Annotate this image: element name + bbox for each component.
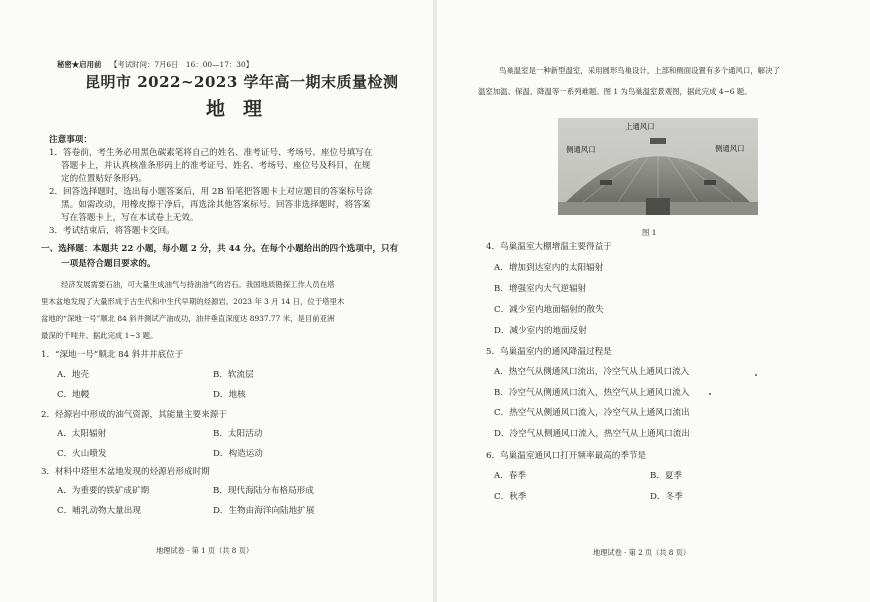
q2-option-d: D．构造运动 [213, 449, 263, 459]
subject-title: 地理 [206, 98, 281, 120]
intro-line: 温室加温、保温、降温等一系列难题。图 1 为鸟巢温室景观图，据此完成 4~6 题。 [478, 87, 752, 96]
section-heading-cont: 一项是符合题目要求的。 [61, 259, 156, 269]
notice-line: 2．回答选择题时，选出每小题答案后，用 2B 铅笔把答题卡上对应题目的答案标号涂 [49, 187, 373, 197]
scan-speck [709, 393, 711, 395]
q1-option-c: C．地幔 [57, 390, 90, 400]
top-vent-icon [650, 138, 666, 144]
q5-option-a: A．热空气从侧通风口流出，冷空气从上通风口流入 [494, 367, 690, 377]
page-left [0, 0, 433, 602]
label-side-vent-left: 侧通风口 [566, 145, 596, 154]
q3-option-b: B．现代海陆分布格局形成 [213, 486, 314, 496]
passage-line: 经济发展需要石油，可大量生成油气与持油油气的岩石。我国地质勘探工作人员在塔 [61, 280, 335, 289]
notice-line: 黑。如需改动，用橡皮擦干净后，再选涂其他答案标号。回答非选择题时，将答案 [61, 200, 371, 210]
question-2: 2．烃源岩中形成的油气资源，其能量主要来源于 [41, 410, 227, 420]
question-4: 4．鸟巢温室大棚增温主要得益于 [486, 242, 612, 252]
side-vent-left-icon [600, 180, 612, 185]
q4-option-a: A．增加到达室内的太阳辐射 [494, 263, 604, 273]
intro-line: 鸟巢温室是一种新型温室，采用圆形鸟巢设计，上部和侧面设置有多个通风口，解决了 [499, 66, 780, 75]
q1-option-b: B．软流层 [213, 370, 254, 380]
scan-speck [755, 374, 757, 376]
q4-option-c: C．减少室内地面辐射的散失 [494, 305, 604, 315]
page-right [437, 0, 870, 602]
q5-option-d: D．冷空气从侧通风口流入，热空气从上通风口流出 [494, 429, 690, 439]
q2-option-a: A．太阳辐射 [57, 429, 107, 439]
notice-title: 注意事项： [49, 135, 92, 145]
greenhouse-photo [558, 118, 758, 215]
label-top-vent: 上通风口 [625, 122, 655, 131]
q6-option-b: B．夏季 [650, 471, 683, 481]
passage-line: 里木盆地发现了大量形成于古生代和中生代早期的烃源岩。2023 年 3 月 14 日，位于塔里木 [41, 297, 345, 306]
page-footer: 地理试卷 · 第 2 页（共 8 页） [593, 548, 691, 557]
figure-caption: 图 1 [642, 228, 657, 237]
notice-line: 写在答题卡上，写在本试卷上无效。 [61, 213, 199, 223]
passage-line: 最深的千吨井。据此完成 1~3 题。 [41, 331, 158, 340]
notice-line: 3．考试结束后，将答题卡交回。 [49, 226, 175, 236]
q6-option-d: D．冬季 [650, 492, 683, 502]
q4-option-b: B．增强室内大气逆辐射 [494, 284, 587, 294]
notice-line: 定的位置贴好条形码。 [61, 174, 147, 184]
label-side-vent-right: 侧通风口 [715, 144, 745, 153]
exam-title: 昆明市 2022~2023 学年高一期末质量检测 [85, 73, 399, 91]
q4-option-d: D．减少室内的地面反射 [494, 326, 587, 336]
q6-option-c: C．秋季 [494, 492, 527, 502]
passage-line: 盆地的“深地一号”顺北 84 斜井测试产油成功，油井垂直深度达 8937.77 米，是目前亚洲 [41, 314, 335, 323]
q3-option-c: C．哺乳动物大量出现 [57, 506, 141, 516]
exam-time: 【考试时间：7月6日 16：00—17：30】 [110, 60, 254, 69]
q2-option-c: C．火山喷发 [57, 449, 107, 459]
q2-option-b: B．太阳活动 [213, 429, 263, 439]
question-3: 3．材料中塔里木盆地发现的烃源岩形成时期 [41, 467, 210, 477]
page-footer: 地理试卷 · 第 1 页（共 8 页） [156, 546, 254, 555]
q3-option-d: D．生物由海洋向陆地扩展 [213, 506, 315, 516]
section-heading: 一、选择题：本题共 22 小题，每小题 2 分，共 44 分。在每个小题给出的四个选项中，只有 [41, 244, 399, 254]
q3-option-a: A．为重要的铁矿成矿期 [57, 486, 150, 496]
q5-option-b: B．冷空气从侧通风口流入，热空气从上通风口流入 [494, 388, 690, 398]
secret-label: 秘密★启用前 [57, 60, 102, 69]
q5-option-c: C．热空气从侧通风口流入，冷空气从上通风口流出 [494, 408, 690, 418]
notice-line: 答题卡上，并认真核准条形码上的准考证号、姓名、考场号、座位号及科目，在规 [61, 161, 371, 171]
notice-line: 1．答卷前，考生务必用黑色碳素笔将自己的姓名、准考证号、考场号、座位号填写在 [49, 148, 373, 158]
greenhouse-dome-image [558, 118, 758, 215]
question-6: 6．鸟巢温室通风口打开频率最高的季节是 [486, 451, 647, 461]
q1-option-d: D．地核 [213, 390, 246, 400]
question-1: 1．“深地一号”顺北 84 斜井井底位于 [41, 350, 184, 360]
q6-option-a: A．春季 [494, 471, 526, 481]
question-5: 5．鸟巢温室内的通风降温过程是 [486, 347, 612, 357]
side-vent-right-icon [704, 180, 716, 185]
q1-option-a: A．地壳 [57, 370, 89, 380]
